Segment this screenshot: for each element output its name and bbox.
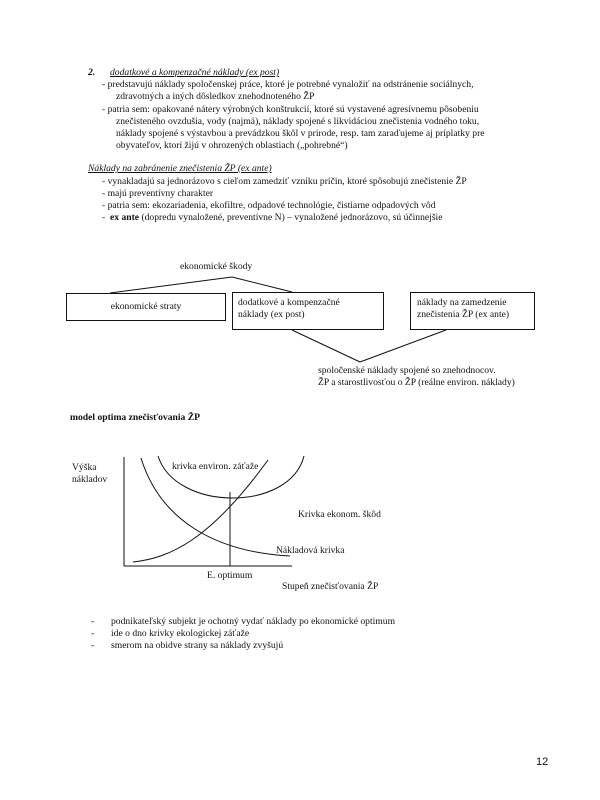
section2-line-1: - predstavujú náklady spoločenskej práce, ktoré je potrebné vynaložiť na odstránenie sociálnych, (102, 79, 474, 90)
diagram-bottom-line1: spoločenské náklady spojené so znehodnocov. (318, 365, 496, 376)
section-heading: dodatkové a kompenzačné náklady (ex post) (110, 67, 280, 78)
section2-line-6: obyvateľov, ktorí žijú v ohrozených oblastiach („pohrebné“) (116, 140, 348, 151)
bottom-bullet-3 (91, 640, 284, 651)
label-cost-curve: Nákladová krivka (276, 545, 345, 556)
bottom-bullet-2 (91, 628, 250, 639)
box-ex-post-line1: dodatkové a kompenzačné (238, 297, 340, 308)
exante-bullet-2: - majú preventívny charakter (102, 188, 214, 199)
label-damage-curve: Krivka ekonom. škôd (298, 509, 381, 520)
exante-bullet-4-rest: (dopredu vynaložené, preventívne N) – vynaložené jednorázovo, sú účinnejšie (139, 212, 443, 223)
section2-line-3: - patria sem: opakované nátery výrobných konštrukcií, ktoré sú vystavené agresívnemu pôsobeniu (102, 104, 479, 115)
diagram-bottom-line2: ŽP a starostlivosťou o ŽP (reálne environ. náklady) (318, 377, 515, 388)
curve-economic-damage (141, 458, 290, 556)
label-env-curve: krivka environ. záťaže (172, 461, 259, 472)
section-number: 2. (88, 67, 96, 78)
exante-bullet-1: - vynakladajú sa jednorázovo s cieľom zamedziť vzniku príčin, ktoré spôsobujú znečistenie ŽP (102, 176, 467, 187)
bullet-dash: - (91, 616, 95, 627)
box-ex-post-line2: náklady (ex post) (238, 308, 305, 320)
bullet-text: ide o dno krivky ekologickej záťaže (111, 628, 250, 639)
y-label-1: Výška (72, 462, 97, 473)
section2-line-4: znečisteného ovzdušia, vody (najmä), náklady spojené s likvidáciou znečistenia vodného toku, (116, 116, 480, 127)
bullet-dash: - (91, 640, 95, 651)
bullet-text: smerom na obidve strany sa náklady zvyšujú (111, 640, 284, 651)
section2-line-2: zdravotných a iných dôsledkov znehodnoteného ŽP (116, 91, 315, 102)
section2-line-5: náklady spojené s výstavbou a prevádzkou škôl v prírode, resp. tam zaraďujeme aj príplatky pre (116, 128, 485, 139)
box-ex-ante-line2: znečistenia ŽP (ex ante) (417, 308, 510, 320)
page-number: 12 (536, 756, 549, 768)
exante-bullet-4-dash: - (102, 212, 110, 223)
box-ex-ante-line1: náklady na zamedzenie (417, 297, 507, 308)
exante-bold-term: ex ante (110, 212, 140, 223)
curve-cost (133, 460, 268, 562)
exante-bullet-3: - patria sem: ekozariadenia, ekofiltre, odpadové technológie, čistiarne odpadových vôd (102, 200, 436, 211)
bottom-bullet-1 (91, 616, 396, 627)
box-economic-losses-label: ekonomické straty (110, 301, 182, 312)
y-label-2: nákladov (72, 474, 108, 485)
label-optimum: E. optimum (207, 570, 253, 581)
label-x-axis: Stupeň znečisťovania ŽP (282, 581, 379, 592)
bullet-text: podnikateľský subjekt je ochotný vydať náklady po ekonomické optimum (111, 616, 396, 627)
bullet-dash: - (91, 628, 95, 639)
diagram-top-label: ekonomické škody (180, 261, 253, 272)
exante-heading: Náklady na zabránenie znečistenia ŽP (ex ante) (88, 163, 272, 174)
model-title: model optima znečisťovania ŽP (70, 412, 200, 423)
